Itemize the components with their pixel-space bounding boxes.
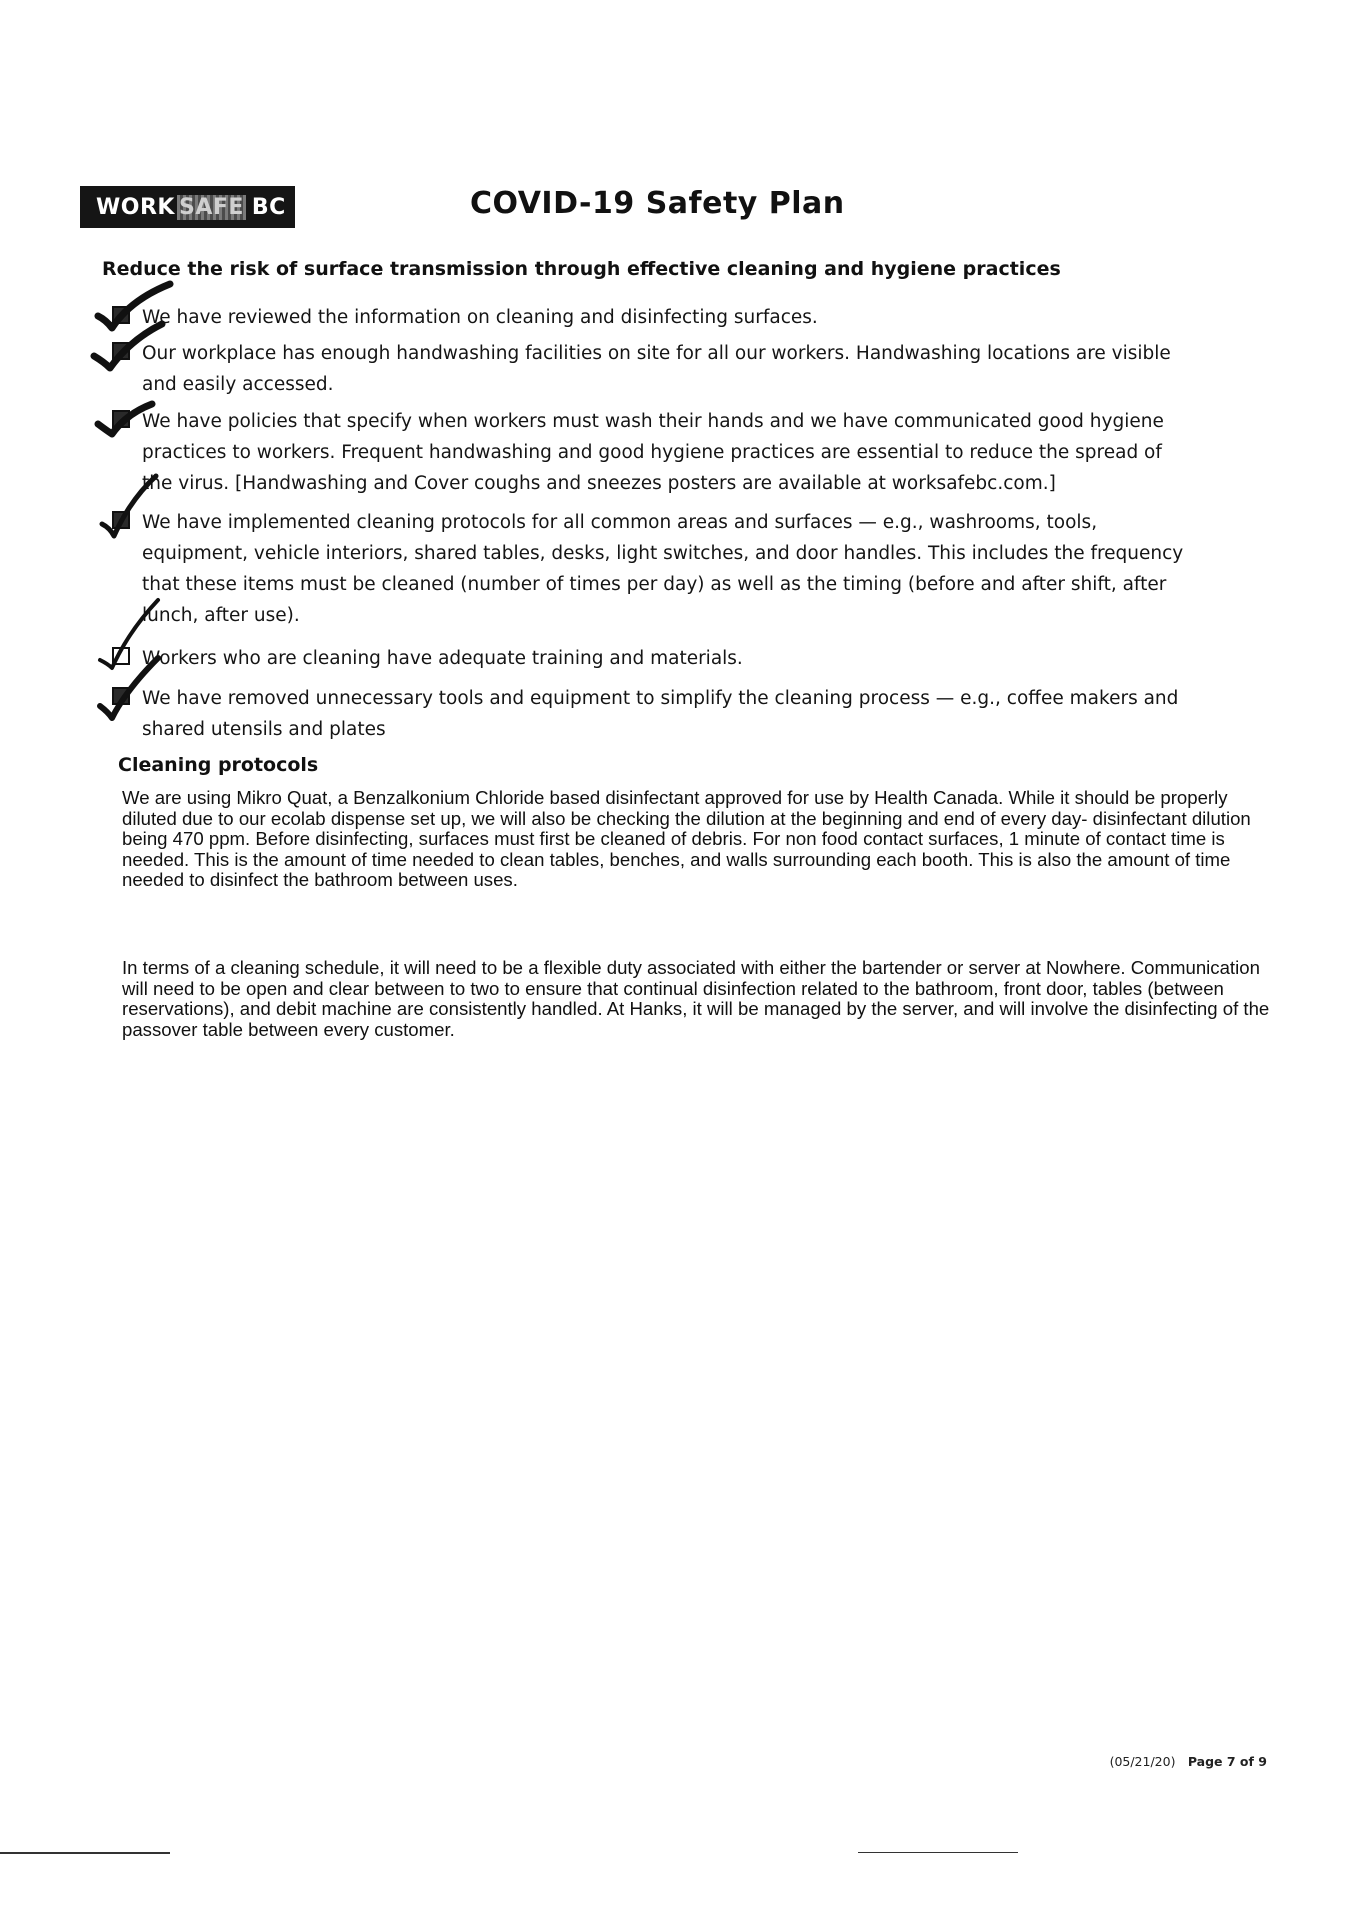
page-footer (1110, 1754, 1267, 1769)
checklist-item-text: We have policies that specify when workers must wash their hands and we have communicated good hygiene practices to workers. Frequent handwashing and good hygiene practices are essential to reduce the spread of the virus. [Handwashing and Cover coughs and sneezes posters are available at worksafebc.com.] (142, 411, 1164, 494)
checklist-item-4 (112, 507, 1262, 631)
logo-bc-text: BC (251, 194, 286, 220)
scan-artifact-line (0, 1852, 170, 1854)
scan-artifact-line (858, 1852, 1018, 1853)
checkbox-unchecked[interactable] (112, 647, 130, 665)
checklist-item-text: We have reviewed the information on cleaning and disinfecting surfaces. (142, 307, 818, 328)
checklist-item-text: Our workplace has enough handwashing facilities on site for all our workers. Handwashing locations are visible and easily accessed. (142, 343, 1171, 395)
checkbox-checked[interactable] (112, 342, 130, 360)
checklist-item-text: Workers who are cleaning have adequate training and materials. (142, 648, 743, 669)
checkbox-checked[interactable] (112, 511, 130, 529)
checkbox-checked[interactable] (112, 687, 130, 705)
checkbox-checked[interactable] (112, 306, 130, 324)
checklist-item-6 (112, 683, 1262, 745)
checklist-item-2 (112, 338, 1262, 400)
footer-page-number: Page 7 of 9 (1187, 1754, 1267, 1769)
footer-date: (05/21/20) (1109, 1754, 1176, 1769)
checklist-item-text: We have removed unnecessary tools and equipment to simplify the cleaning process — e.g., coffee makers and shared utensils and plates (142, 688, 1179, 740)
checklist-item-text: We have implemented cleaning protocols for all common areas and surfaces — e.g., washrooms, tools, equipment, vehicle interiors, shared tables, desks, light switches, and door handles. This includes the frequency that these items must be cleaned (number of times per day) as well as the timing (before and after shift, after lunch, after use). (142, 512, 1184, 626)
document-title: COVID-19 Safety Plan (470, 186, 845, 221)
logo-safe-text: SAFE (178, 194, 244, 220)
checklist-item-3 (112, 406, 1262, 499)
cleaning-protocols-paragraph-1: We are using Mikro Quat, a Benzalkonium Chloride based disinfectant approved for use by Health Canada. While it should be properly diluted due to our ecolab dispense set up, we will also be checking the dilution at the beginning and end of every day- disinfectant dilution being 470 ppm. Before disinfecting, surfaces must first be cleaned of debris. For non food contact surfaces, 1 minute of contact time is needed. This is the amount of time needed to clean tables, benches, and walls surrounding each booth. This is also the amount of time needed to disinfect the bathroom between uses. (122, 787, 1251, 890)
section-heading: Reduce the risk of surface transmission through effective cleaning and hygiene practices (102, 258, 1061, 280)
logo-work-text: WORK (96, 194, 175, 220)
worksafebc-logo (80, 186, 295, 228)
checklist-item-1 (112, 302, 1262, 333)
checkbox-checked[interactable] (112, 410, 130, 428)
checklist-item-5 (112, 643, 1262, 674)
cleaning-protocols-paragraph-2: In terms of a cleaning schedule, it will need to be a flexible duty associated with either the bartender or server at Nowhere. Communication will need to be open and clear between to two to ensure that continual disinfection related to the bathroom, front door, tables (between reservations), and debit machine are consistently handled. At Hanks, it will be managed by the server, and will involve the disinfecting of the passover table between every customer. (122, 957, 1270, 1040)
cleaning-protocols-heading: Cleaning protocols (118, 754, 319, 776)
